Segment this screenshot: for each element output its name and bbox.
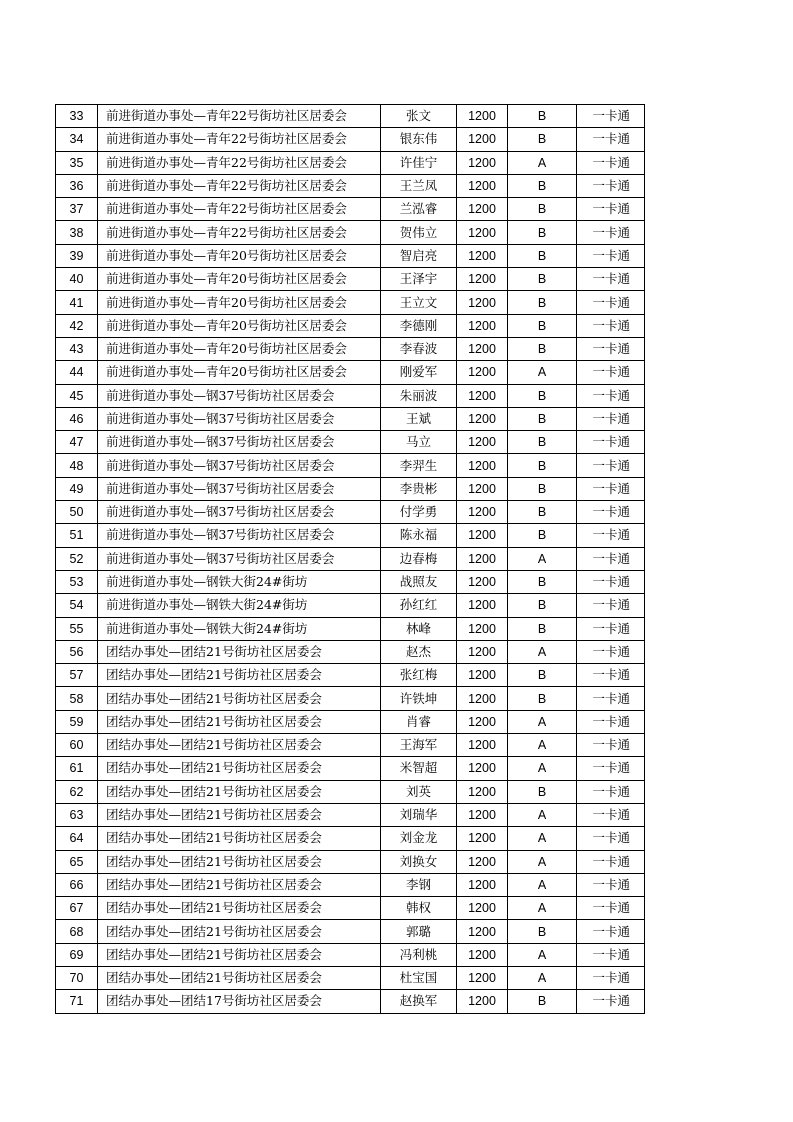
table-row — [56, 734, 645, 757]
row-number-cell: 42 — [56, 314, 98, 337]
unit-cell: 前进街道办事处—青年20号街坊社区居委会 — [98, 337, 381, 360]
amount-cell: 1200 — [457, 384, 508, 407]
amount-cell: 1200 — [457, 174, 508, 197]
class-cell: A — [508, 850, 577, 873]
class-cell: B — [508, 174, 577, 197]
row-number-cell: 34 — [56, 128, 98, 151]
row-number-cell: 57 — [56, 664, 98, 687]
class-cell: B — [508, 268, 577, 291]
person-name-cell: 银东伟 — [381, 128, 457, 151]
unit-cell: 团结办事处—团结21号街坊社区居委会 — [98, 640, 381, 663]
class-cell: B — [508, 664, 577, 687]
amount-cell: 1200 — [457, 431, 508, 454]
person-name-cell: 李羿生 — [381, 454, 457, 477]
table-row — [56, 151, 645, 174]
table-row — [56, 757, 645, 780]
payment-method-cell: 一卡通 — [577, 174, 645, 197]
row-number-cell: 38 — [56, 221, 98, 244]
unit-cell: 团结办事处—团结21号街坊社区居委会 — [98, 664, 381, 687]
unit-cell: 前进街道办事处—钢铁大街24#街坊 — [98, 570, 381, 593]
class-cell: A — [508, 943, 577, 966]
unit-cell: 前进街道办事处—青年22号街坊社区居委会 — [98, 198, 381, 221]
person-name-cell: 刘换女 — [381, 850, 457, 873]
payment-method-cell: 一卡通 — [577, 337, 645, 360]
person-name-cell: 孙红红 — [381, 594, 457, 617]
person-name-cell: 李德刚 — [381, 314, 457, 337]
amount-cell: 1200 — [457, 337, 508, 360]
person-name-cell: 许佳宁 — [381, 151, 457, 174]
payment-method-cell: 一卡通 — [577, 314, 645, 337]
class-cell: A — [508, 757, 577, 780]
row-number-cell: 62 — [56, 780, 98, 803]
person-name-cell: 马立 — [381, 431, 457, 454]
unit-cell: 团结办事处—团结21号街坊社区居委会 — [98, 873, 381, 896]
person-name-cell: 陈永福 — [381, 524, 457, 547]
table-row — [56, 337, 645, 360]
class-cell: B — [508, 524, 577, 547]
row-number-cell: 40 — [56, 268, 98, 291]
class-cell: B — [508, 384, 577, 407]
unit-cell: 团结办事处—团结21号街坊社区居委会 — [98, 827, 381, 850]
class-cell: B — [508, 221, 577, 244]
payment-method-cell: 一卡通 — [577, 547, 645, 570]
row-number-cell: 58 — [56, 687, 98, 710]
class-cell: B — [508, 617, 577, 640]
person-name-cell: 智启亮 — [381, 244, 457, 267]
amount-cell: 1200 — [457, 407, 508, 430]
payment-method-cell: 一卡通 — [577, 477, 645, 500]
person-name-cell: 王海军 — [381, 734, 457, 757]
amount-cell: 1200 — [457, 151, 508, 174]
person-name-cell: 兰泓睿 — [381, 198, 457, 221]
table-row — [56, 710, 645, 733]
unit-cell: 前进街道办事处—青年22号街坊社区居委会 — [98, 105, 381, 128]
class-cell: B — [508, 920, 577, 943]
person-name-cell: 张文 — [381, 105, 457, 128]
payment-method-cell: 一卡通 — [577, 384, 645, 407]
table-row — [56, 920, 645, 943]
payment-method-cell: 一卡通 — [577, 268, 645, 291]
amount-cell: 1200 — [457, 291, 508, 314]
row-number-cell: 66 — [56, 873, 98, 896]
unit-cell: 前进街道办事处—青年20号街坊社区居委会 — [98, 361, 381, 384]
payment-method-cell: 一卡通 — [577, 640, 645, 663]
row-number-cell: 53 — [56, 570, 98, 593]
payment-method-cell: 一卡通 — [577, 361, 645, 384]
table-row — [56, 966, 645, 989]
amount-cell: 1200 — [457, 687, 508, 710]
payment-method-cell: 一卡通 — [577, 734, 645, 757]
payment-method-cell: 一卡通 — [577, 221, 645, 244]
amount-cell: 1200 — [457, 734, 508, 757]
table-row — [56, 687, 645, 710]
payment-method-cell: 一卡通 — [577, 780, 645, 803]
class-cell: A — [508, 827, 577, 850]
amount-cell: 1200 — [457, 198, 508, 221]
class-cell: B — [508, 128, 577, 151]
person-name-cell: 林峰 — [381, 617, 457, 640]
row-number-cell: 65 — [56, 850, 98, 873]
table-row — [56, 827, 645, 850]
person-name-cell: 杜宝国 — [381, 966, 457, 989]
unit-cell: 前进街道办事处—青年22号街坊社区居委会 — [98, 151, 381, 174]
class-cell: A — [508, 897, 577, 920]
unit-cell: 团结办事处—团结17号街坊社区居委会 — [98, 990, 381, 1013]
table-row — [56, 850, 645, 873]
unit-cell: 团结办事处—团结21号街坊社区居委会 — [98, 687, 381, 710]
class-cell: A — [508, 966, 577, 989]
class-cell: B — [508, 501, 577, 524]
person-name-cell: 韩权 — [381, 897, 457, 920]
payment-method-cell: 一卡通 — [577, 943, 645, 966]
amount-cell: 1200 — [457, 314, 508, 337]
amount-cell: 1200 — [457, 105, 508, 128]
person-name-cell: 张红梅 — [381, 664, 457, 687]
subsidy-table — [55, 104, 645, 1014]
row-number-cell: 64 — [56, 827, 98, 850]
class-cell: B — [508, 291, 577, 314]
table-row — [56, 897, 645, 920]
payment-method-cell: 一卡通 — [577, 431, 645, 454]
payment-method-cell: 一卡通 — [577, 757, 645, 780]
amount-cell: 1200 — [457, 990, 508, 1013]
row-number-cell: 55 — [56, 617, 98, 640]
payment-method-cell: 一卡通 — [577, 617, 645, 640]
row-number-cell: 37 — [56, 198, 98, 221]
table-row — [56, 384, 645, 407]
row-number-cell: 69 — [56, 943, 98, 966]
table-row — [56, 128, 645, 151]
class-cell: B — [508, 687, 577, 710]
payment-method-cell: 一卡通 — [577, 850, 645, 873]
unit-cell: 前进街道办事处—钢37号街坊社区居委会 — [98, 524, 381, 547]
table-row — [56, 780, 645, 803]
unit-cell: 团结办事处—团结21号街坊社区居委会 — [98, 734, 381, 757]
person-name-cell: 王泽宇 — [381, 268, 457, 291]
unit-cell: 团结办事处—团结21号街坊社区居委会 — [98, 780, 381, 803]
payment-method-cell: 一卡通 — [577, 966, 645, 989]
person-name-cell: 王立文 — [381, 291, 457, 314]
table-row — [56, 105, 645, 128]
unit-cell: 团结办事处—团结21号街坊社区居委会 — [98, 943, 381, 966]
table-row — [56, 873, 645, 896]
table-row — [56, 570, 645, 593]
row-number-cell: 61 — [56, 757, 98, 780]
unit-cell: 前进街道办事处—钢37号街坊社区居委会 — [98, 384, 381, 407]
class-cell: B — [508, 990, 577, 1013]
person-name-cell: 边春梅 — [381, 547, 457, 570]
row-number-cell: 71 — [56, 990, 98, 1013]
amount-cell: 1200 — [457, 664, 508, 687]
unit-cell: 前进街道办事处—钢铁大街24#街坊 — [98, 617, 381, 640]
unit-cell: 团结办事处—团结21号街坊社区居委会 — [98, 920, 381, 943]
person-name-cell: 李钢 — [381, 873, 457, 896]
person-name-cell: 许铁坤 — [381, 687, 457, 710]
row-number-cell: 43 — [56, 337, 98, 360]
payment-method-cell: 一卡通 — [577, 105, 645, 128]
payment-method-cell: 一卡通 — [577, 198, 645, 221]
person-name-cell: 肖睿 — [381, 710, 457, 733]
payment-method-cell: 一卡通 — [577, 897, 645, 920]
table-row — [56, 524, 645, 547]
person-name-cell: 米智超 — [381, 757, 457, 780]
row-number-cell: 39 — [56, 244, 98, 267]
person-name-cell: 郭璐 — [381, 920, 457, 943]
payment-method-cell: 一卡通 — [577, 594, 645, 617]
amount-cell: 1200 — [457, 617, 508, 640]
class-cell: A — [508, 640, 577, 663]
amount-cell: 1200 — [457, 128, 508, 151]
amount-cell: 1200 — [457, 943, 508, 966]
table-row — [56, 803, 645, 826]
amount-cell: 1200 — [457, 897, 508, 920]
class-cell: B — [508, 407, 577, 430]
person-name-cell: 刘瑞华 — [381, 803, 457, 826]
amount-cell: 1200 — [457, 361, 508, 384]
payment-method-cell: 一卡通 — [577, 524, 645, 547]
unit-cell: 团结办事处—团结21号街坊社区居委会 — [98, 710, 381, 733]
payment-method-cell: 一卡通 — [577, 664, 645, 687]
table-row — [56, 314, 645, 337]
unit-cell: 前进街道办事处—钢37号街坊社区居委会 — [98, 454, 381, 477]
amount-cell: 1200 — [457, 477, 508, 500]
table-row — [56, 990, 645, 1013]
table-row — [56, 431, 645, 454]
amount-cell: 1200 — [457, 547, 508, 570]
class-cell: A — [508, 873, 577, 896]
amount-cell: 1200 — [457, 570, 508, 593]
row-number-cell: 44 — [56, 361, 98, 384]
person-name-cell: 李春波 — [381, 337, 457, 360]
table-row — [56, 244, 645, 267]
person-name-cell: 赵换军 — [381, 990, 457, 1013]
payment-method-cell: 一卡通 — [577, 827, 645, 850]
amount-cell: 1200 — [457, 501, 508, 524]
row-number-cell: 59 — [56, 710, 98, 733]
row-number-cell: 33 — [56, 105, 98, 128]
payment-method-cell: 一卡通 — [577, 803, 645, 826]
table-row — [56, 174, 645, 197]
payment-method-cell: 一卡通 — [577, 687, 645, 710]
row-number-cell: 50 — [56, 501, 98, 524]
amount-cell: 1200 — [457, 524, 508, 547]
payment-method-cell: 一卡通 — [577, 710, 645, 733]
person-name-cell: 刘金龙 — [381, 827, 457, 850]
class-cell: B — [508, 594, 577, 617]
payment-method-cell: 一卡通 — [577, 407, 645, 430]
payment-method-cell: 一卡通 — [577, 920, 645, 943]
table-row — [56, 501, 645, 524]
unit-cell: 前进街道办事处—青年20号街坊社区居委会 — [98, 314, 381, 337]
table-row — [56, 268, 645, 291]
row-number-cell: 63 — [56, 803, 98, 826]
unit-cell: 前进街道办事处—青年22号街坊社区居委会 — [98, 174, 381, 197]
amount-cell: 1200 — [457, 757, 508, 780]
amount-cell: 1200 — [457, 780, 508, 803]
row-number-cell: 70 — [56, 966, 98, 989]
amount-cell: 1200 — [457, 221, 508, 244]
table-row — [56, 454, 645, 477]
payment-method-cell: 一卡通 — [577, 570, 645, 593]
unit-cell: 前进街道办事处—青年20号街坊社区居委会 — [98, 244, 381, 267]
table-body — [56, 105, 645, 1014]
unit-cell: 前进街道办事处—钢37号街坊社区居委会 — [98, 477, 381, 500]
unit-cell: 团结办事处—团结21号街坊社区居委会 — [98, 966, 381, 989]
unit-cell: 前进街道办事处—青年22号街坊社区居委会 — [98, 221, 381, 244]
payment-method-cell: 一卡通 — [577, 291, 645, 314]
row-number-cell: 56 — [56, 640, 98, 663]
unit-cell: 团结办事处—团结21号街坊社区居委会 — [98, 850, 381, 873]
unit-cell: 前进街道办事处—钢37号街坊社区居委会 — [98, 407, 381, 430]
table-row — [56, 547, 645, 570]
person-name-cell: 李贵彬 — [381, 477, 457, 500]
amount-cell: 1200 — [457, 710, 508, 733]
row-number-cell: 52 — [56, 547, 98, 570]
payment-method-cell: 一卡通 — [577, 990, 645, 1013]
row-number-cell: 35 — [56, 151, 98, 174]
unit-cell: 团结办事处—团结21号街坊社区居委会 — [98, 803, 381, 826]
class-cell: B — [508, 244, 577, 267]
class-cell: B — [508, 314, 577, 337]
class-cell: A — [508, 803, 577, 826]
row-number-cell: 45 — [56, 384, 98, 407]
amount-cell: 1200 — [457, 594, 508, 617]
class-cell: A — [508, 361, 577, 384]
row-number-cell: 60 — [56, 734, 98, 757]
person-name-cell: 王兰凤 — [381, 174, 457, 197]
row-number-cell: 36 — [56, 174, 98, 197]
row-number-cell: 48 — [56, 454, 98, 477]
amount-cell: 1200 — [457, 268, 508, 291]
unit-cell: 前进街道办事处—青年20号街坊社区居委会 — [98, 268, 381, 291]
person-name-cell: 贺伟立 — [381, 221, 457, 244]
class-cell: A — [508, 710, 577, 733]
table-row — [56, 617, 645, 640]
row-number-cell: 67 — [56, 897, 98, 920]
unit-cell: 前进街道办事处—青年20号街坊社区居委会 — [98, 291, 381, 314]
unit-cell: 前进街道办事处—钢铁大街24#街坊 — [98, 594, 381, 617]
payment-method-cell: 一卡通 — [577, 873, 645, 896]
amount-cell: 1200 — [457, 966, 508, 989]
person-name-cell: 王斌 — [381, 407, 457, 430]
table-row — [56, 943, 645, 966]
row-number-cell: 68 — [56, 920, 98, 943]
amount-cell: 1200 — [457, 873, 508, 896]
row-number-cell: 51 — [56, 524, 98, 547]
table-row — [56, 291, 645, 314]
row-number-cell: 41 — [56, 291, 98, 314]
row-number-cell: 49 — [56, 477, 98, 500]
table-row — [56, 407, 645, 430]
table-row — [56, 640, 645, 663]
class-cell: A — [508, 151, 577, 174]
amount-cell: 1200 — [457, 454, 508, 477]
table-row — [56, 477, 645, 500]
person-name-cell: 赵杰 — [381, 640, 457, 663]
person-name-cell: 冯利桃 — [381, 943, 457, 966]
table-row — [56, 594, 645, 617]
unit-cell: 团结办事处—团结21号街坊社区居委会 — [98, 757, 381, 780]
person-name-cell: 付学勇 — [381, 501, 457, 524]
class-cell: B — [508, 780, 577, 803]
row-number-cell: 46 — [56, 407, 98, 430]
payment-method-cell: 一卡通 — [577, 501, 645, 524]
person-name-cell: 战照友 — [381, 570, 457, 593]
table-row — [56, 361, 645, 384]
person-name-cell: 朱丽波 — [381, 384, 457, 407]
table-row — [56, 664, 645, 687]
unit-cell: 团结办事处—团结21号街坊社区居委会 — [98, 897, 381, 920]
class-cell: B — [508, 431, 577, 454]
class-cell: B — [508, 337, 577, 360]
unit-cell: 前进街道办事处—钢37号街坊社区居委会 — [98, 501, 381, 524]
person-name-cell: 刘英 — [381, 780, 457, 803]
class-cell: B — [508, 454, 577, 477]
class-cell: A — [508, 547, 577, 570]
amount-cell: 1200 — [457, 850, 508, 873]
table-row — [56, 198, 645, 221]
payment-method-cell: 一卡通 — [577, 454, 645, 477]
row-number-cell: 47 — [56, 431, 98, 454]
payment-method-cell: 一卡通 — [577, 128, 645, 151]
payment-method-cell: 一卡通 — [577, 244, 645, 267]
class-cell: B — [508, 105, 577, 128]
amount-cell: 1200 — [457, 244, 508, 267]
table-row — [56, 221, 645, 244]
class-cell: B — [508, 570, 577, 593]
unit-cell: 前进街道办事处—钢37号街坊社区居委会 — [98, 547, 381, 570]
unit-cell: 前进街道办事处—青年22号街坊社区居委会 — [98, 128, 381, 151]
amount-cell: 1200 — [457, 920, 508, 943]
payment-method-cell: 一卡通 — [577, 151, 645, 174]
amount-cell: 1200 — [457, 827, 508, 850]
amount-cell: 1200 — [457, 803, 508, 826]
unit-cell: 前进街道办事处—钢37号街坊社区居委会 — [98, 431, 381, 454]
row-number-cell: 54 — [56, 594, 98, 617]
class-cell: B — [508, 198, 577, 221]
amount-cell: 1200 — [457, 640, 508, 663]
person-name-cell: 刚爱军 — [381, 361, 457, 384]
class-cell: B — [508, 477, 577, 500]
class-cell: A — [508, 734, 577, 757]
